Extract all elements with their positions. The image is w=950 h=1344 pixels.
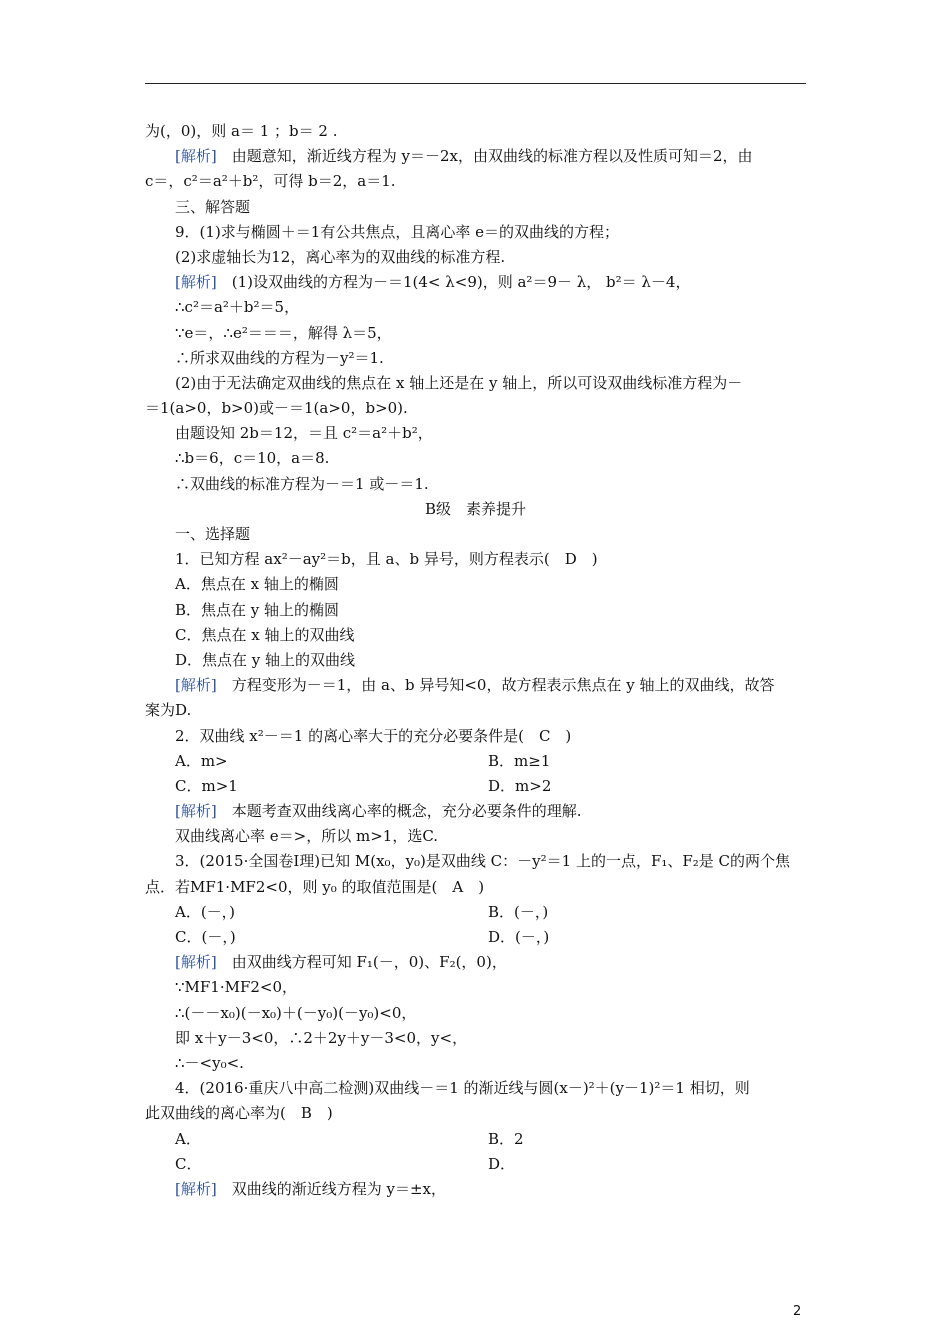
page-number: 2	[793, 1304, 802, 1319]
question-line: 9．(1)求与椭圆＋＝1有公共焦点，且离心率 e＝的双曲线的方程；	[175, 222, 619, 241]
option-row: A．m> B．m≥1	[175, 751, 551, 770]
text-line: ∴所求双曲线的方程为－y²＝1.	[175, 348, 384, 367]
text-line: ∴c²＝a²＋b²＝5，	[175, 298, 300, 317]
analysis-line: [解析] 双曲线的渐近线方程为 y＝±x，	[175, 1179, 446, 1198]
option-line: D．焦点在 y 轴上的双曲线	[175, 650, 356, 669]
text-line: ∵e＝，∴e²＝＝＝，解得 λ＝5，	[175, 323, 392, 342]
option-row: C． D．	[175, 1154, 516, 1173]
section-heading: 三、解答题	[175, 197, 251, 216]
question-line: 此双曲线的离心率为( B )	[145, 1104, 333, 1123]
option-row: C．(－，) D．(－，)	[175, 928, 550, 946]
text-line: 为(，0)，则 a＝ 1 ；b＝ 2 .	[145, 122, 338, 140]
analysis-line: [解析] 本题考查双曲线离心率的概念，充分必要条件的理解.	[175, 802, 582, 821]
analysis-line: [解析] 由双曲线方程可知 F₁(－，0)、F₂(，0)，	[175, 953, 507, 972]
analysis-line: [解析] 由题意知，渐近线方程为 y＝－2x，由双曲线的标准方程以及性质可知＝2，由	[175, 147, 753, 166]
text-line: 双曲线离心率 e＝>，所以 m>1，选C.	[175, 827, 439, 846]
text-line: 由题设知 2b＝12，＝且 c²＝a²＋b²，	[175, 424, 433, 443]
header-rule	[145, 83, 806, 84]
text-line: ∴(－－x₀)(－x₀)＋(－y₀)(－y₀)<0，	[175, 1003, 417, 1022]
text-line: ∴双曲线的标准方程为－＝1 或－＝1.	[175, 474, 429, 493]
text-line: 案为D.	[145, 701, 192, 720]
question-line: (2)求虚轴长为12，离心率为的双曲线的标准方程.	[175, 247, 506, 266]
document-body	[145, 119, 806, 1202]
question-line: 1．已知方程 ax²－ay²＝b，且 a、b 异号，则方程表示( D )	[175, 550, 598, 569]
option-row: C．m>1 D．m>2	[175, 776, 552, 795]
text-line: c＝，c²＝a²＋b²，可得 b＝2，a＝1.	[145, 172, 396, 191]
option-line: A．焦点在 x 轴上的椭圆	[175, 575, 339, 594]
text-line: ∴b＝6，c＝10，a＝8.	[175, 449, 330, 468]
section-heading: 一、选择题	[175, 525, 251, 543]
text-line: ∴－<y₀<.	[175, 1053, 244, 1072]
option-row: A． B．2	[175, 1129, 524, 1148]
text-line: (2)由于无法确定双曲线的焦点在 x 轴上还是在 y 轴上，所以可设双曲线标准方程为－	[175, 373, 743, 392]
question-line: 点．若MF1·MF2<0，则 y₀ 的取值范围是( A )	[145, 877, 485, 896]
option-line: B．焦点在 y 轴上的椭圆	[175, 600, 340, 619]
analysis-line: [解析] (1)设双曲线的方程为－＝1(4< λ<9)，则 a²＝9－ λ， b²＝ λ－4，	[175, 273, 691, 292]
question-line: 2．双曲线 x²－＝1 的离心率大于的充分必要条件是( C )	[175, 726, 572, 745]
option-row: A．(－，) B．(－，)	[175, 902, 549, 921]
question-line: 4．(2016·重庆八中高二检测)双曲线－＝1 的渐近线与圆(x－)²＋(y－1)²＝1 相切，则	[175, 1079, 750, 1098]
text-line: ＝1(a>0，b>0)或－＝1(a>0，b>0).	[145, 399, 408, 418]
analysis-line: [解析] 方程变形为－＝1，由 a、b 异号知<0，故方程表示焦点在 y 轴上的双曲线，故答	[175, 676, 775, 695]
text-line: ∵MF1·MF2<0，	[175, 978, 298, 997]
option-line: C．焦点在 x 轴上的双曲线	[175, 625, 355, 644]
level-heading: B级 素养提升	[424, 499, 527, 518]
text-line: 即 x＋y－3<0，∴2＋2y＋y－3<0，y<，	[175, 1028, 468, 1047]
question-line: 3．(2015·全国卷Ⅰ理)已知 M(x₀，y₀)是双曲线 C：－y²＝1 上的一点，F₁、F₂是 C的两个焦	[175, 852, 791, 871]
